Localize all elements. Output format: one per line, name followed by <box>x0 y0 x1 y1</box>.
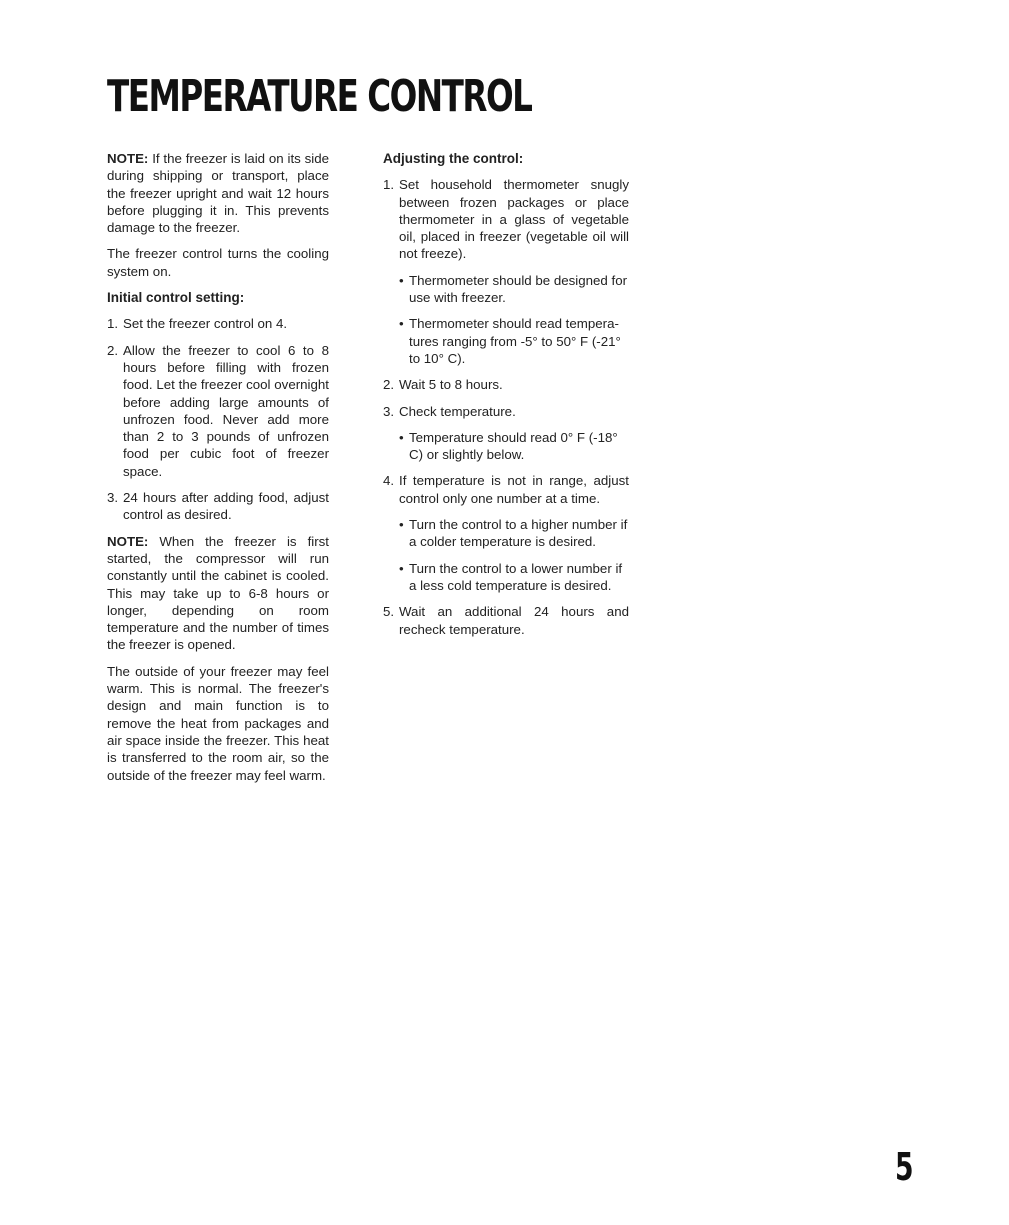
bullet-list <box>399 272 629 367</box>
list-item <box>107 342 329 480</box>
step-number: 1. <box>107 316 119 332</box>
bullet-item: • Turn the control to a higher number if a colder temperature is desired. <box>399 516 629 551</box>
outside-warm-paragraph: The outside of your freezer may feel warm. This is normal. The freezer's design and main function is to remove the heat from packages and air space inside the freezer. This heat is transferred to the room air, so the outside of the freezer may feel warm. <box>107 663 329 783</box>
initial-setting-heading: Initial control setting: <box>107 290 245 306</box>
step-number: 2. <box>107 342 119 358</box>
list-item <box>383 603 629 638</box>
step-text: Wait 5 to 8 hours. <box>399 377 503 393</box>
list-item <box>107 315 329 332</box>
step-text: Allow the freezer to cool 6 to 8 hours before filling with frozen food. Let the freezer cool overnight before adding large amounts of unfrozen food. Never add more than 2 to 3 pounds of unfrozen food per cubic foot of freezer space. <box>123 342 329 479</box>
step-text: Set household thermometer snugly between frozen packages or place thermometer in a glass of vegetable oil, placed in freezer (vegetable oil will not freeze). <box>399 177 629 262</box>
adjusting-heading: Adjusting the control: <box>383 151 524 166</box>
left-column <box>107 150 329 793</box>
bullet-item: • Thermometer should read tempera-tures ranging from -5° to 50° F (-21° to 10° C). <box>399 315 629 367</box>
step-number: 2. <box>383 377 395 393</box>
adjusting-steps <box>383 176 629 638</box>
step-text: Set the freezer control on 4. <box>123 316 288 332</box>
note-label: NOTE: <box>107 533 149 549</box>
step-number: 3. <box>383 403 395 419</box>
step-text: Check temperature. <box>399 403 516 419</box>
note-text: When the freezer is first started, the compressor will run constantly until the cabinet is cooled. This may take up to 6-8 hours or longer, depending on room temperature and the number of times the freezer is opened. <box>107 533 329 653</box>
control-intro-paragraph: The freezer control turns the cooling system on. <box>107 246 329 279</box>
right-column <box>383 150 629 647</box>
note-text: If the freezer is laid on its side during shipping or transport, place the freezer upright and wait 12 hours before plugging it in. This prevents damage to the freezer. <box>107 151 329 236</box>
step-text: 24 hours after adding food, adjust control as desired. <box>123 490 329 523</box>
page-number: 5 <box>895 1145 914 1189</box>
step-text: Wait an additional 24 hours and recheck temperature. <box>399 604 629 637</box>
step-text: If temperature is not in range, adjust control only one number at a time. <box>399 473 629 506</box>
note-label: NOTE: <box>107 151 149 166</box>
bullet-item: • Turn the control to a lower number if a less cold temperature is desired. <box>399 560 629 595</box>
bullet-list <box>399 429 629 464</box>
step-number: 4. <box>383 473 395 489</box>
step-number: 3. <box>107 490 119 506</box>
note-first-start <box>107 533 329 654</box>
list-item <box>383 472 629 594</box>
bullet-item: • Thermometer should be designed for use with freezer. <box>399 272 629 307</box>
list-item <box>383 176 629 367</box>
bullet-list <box>399 516 629 594</box>
step-number: 1. <box>383 177 395 193</box>
note-shipping <box>107 150 329 236</box>
step-number: 5. <box>383 604 395 620</box>
page-title: TEMPERATURE CONTROL <box>107 71 532 122</box>
list-item <box>107 489 329 524</box>
bullet-item: • Temperature should read 0° F (-18° C) or slightly below. <box>399 429 629 464</box>
initial-setting-steps <box>107 315 329 523</box>
list-item <box>383 376 629 393</box>
list-item <box>383 403 629 464</box>
